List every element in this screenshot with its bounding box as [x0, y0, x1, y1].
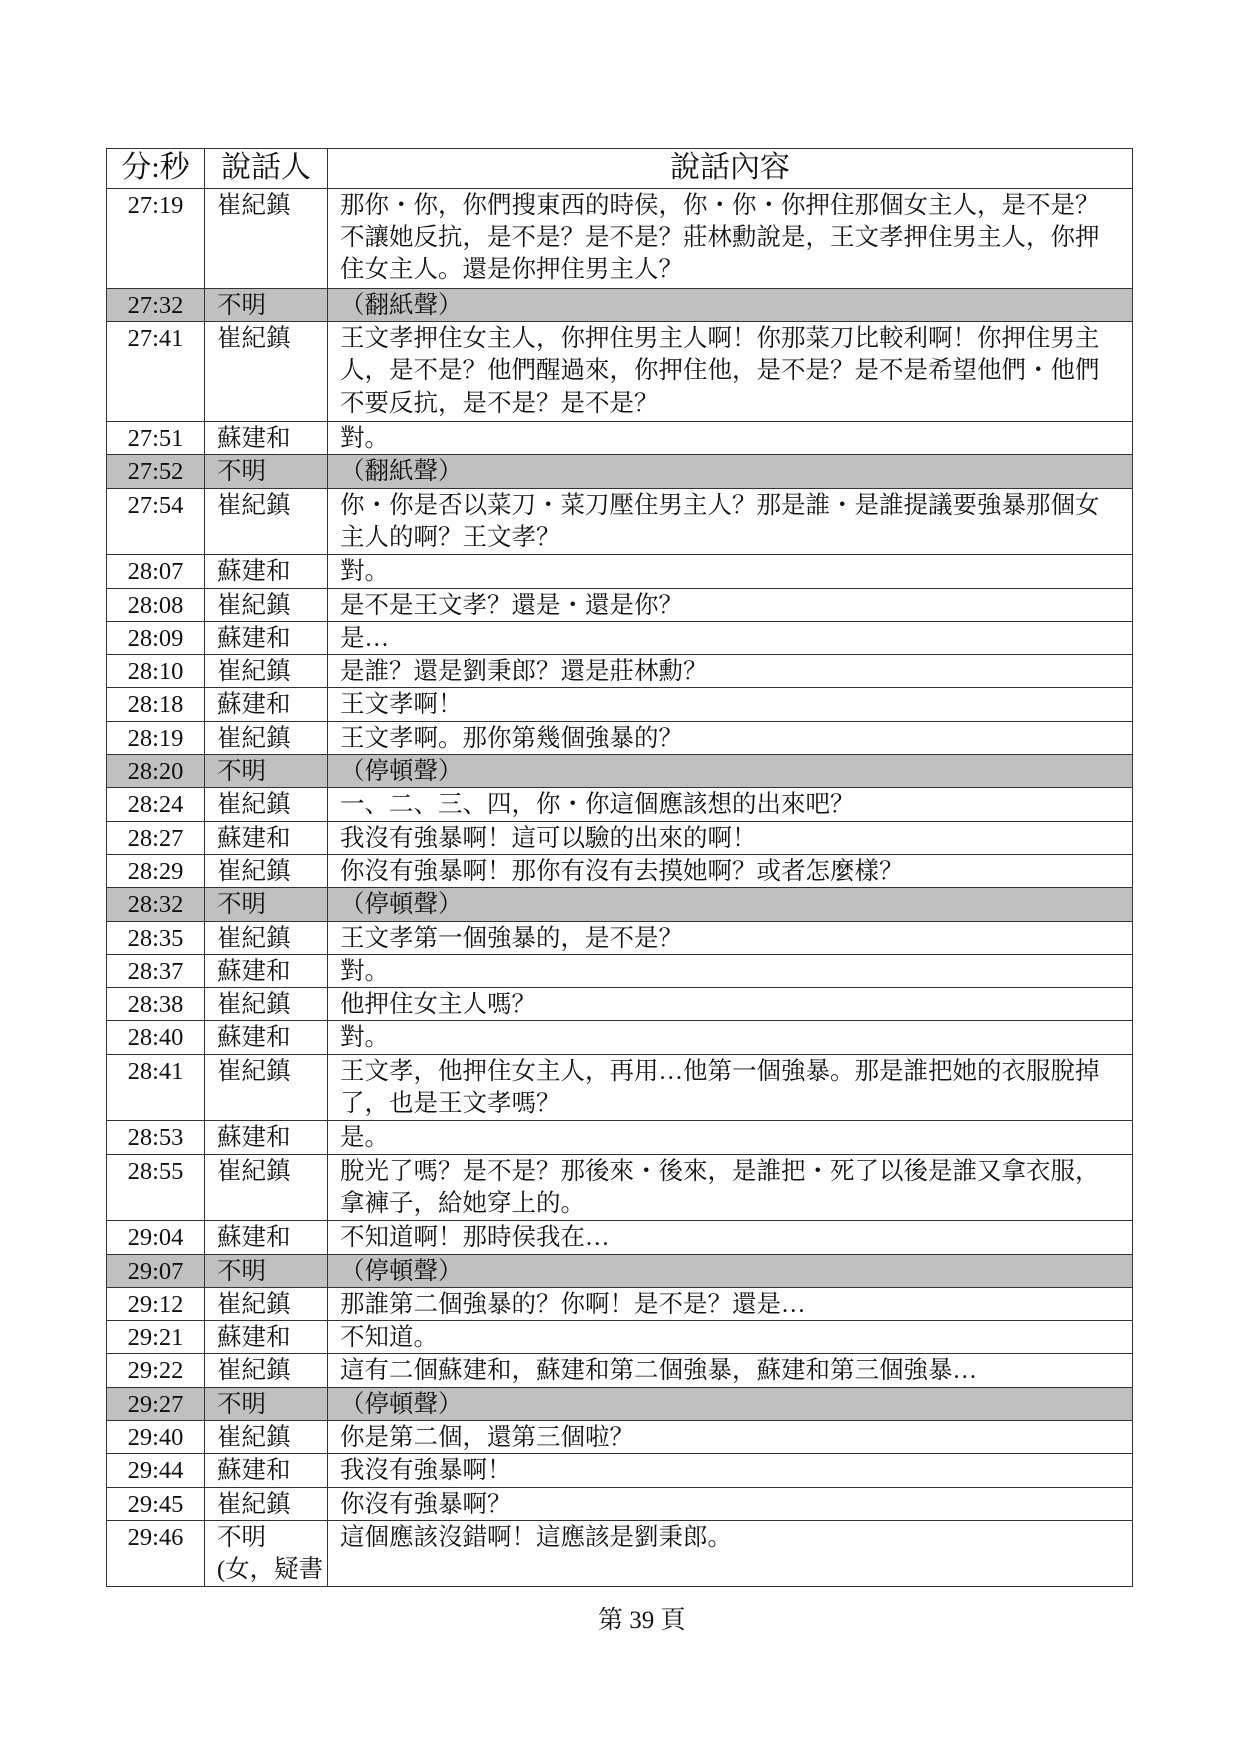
content-cell: （停頓聲）: [340, 891, 463, 919]
content-cell: 你・你是否以菜刀・菜刀壓住男主人？那是誰・是誰提議要強暴那個女 主人的啊？王文孝？: [340, 491, 1100, 551]
content-cell: （翻紙聲）: [340, 291, 463, 319]
table-row: [107, 821, 1132, 854]
speaker-cell: 蘇建和: [205, 1321, 328, 1353]
speaker-cell: 崔紀鎮: [205, 788, 328, 820]
content-cell: （停頓聲）: [340, 1390, 463, 1418]
time-cell: 28:19: [107, 722, 205, 754]
time-cell: 28:55: [107, 1155, 205, 1221]
table-row: [107, 1054, 1132, 1121]
header-speaker: 說話人: [205, 149, 328, 188]
time-cell: 28:24: [107, 788, 205, 820]
table-row: [107, 1020, 1132, 1053]
speaker-cell: 蘇建和: [205, 1454, 328, 1486]
content-cell: 對。: [340, 1024, 389, 1052]
speaker-cell: 不明: [205, 888, 328, 920]
speaker-cell: 不明: [205, 1388, 328, 1420]
content-cell: 王文孝啊！: [340, 691, 463, 719]
time-cell: 28:07: [107, 555, 205, 587]
speaker-cell: 崔紀鎮: [205, 322, 328, 421]
time-cell: 29:27: [107, 1388, 205, 1420]
speaker-cell: 蘇建和: [205, 555, 328, 587]
table-row: [107, 288, 1132, 321]
time-cell: 29:45: [107, 1488, 205, 1520]
content-cell: 你沒有強暴啊！那你有沒有去摸她啊？或者怎麼樣？: [340, 857, 904, 885]
speaker-cell: 崔紀鎮: [205, 655, 328, 687]
content-cell: 我沒有強暴啊！這可以驗的出來的啊！: [340, 824, 757, 852]
content-cell: 脫光了嗎？是不是？那後來・後來，是誰把・死了以後是誰又拿衣服， 拿褲子，給她穿上的。: [340, 1157, 1100, 1217]
table-row: [107, 1120, 1132, 1153]
time-cell: 29:12: [107, 1288, 205, 1320]
page-number: 第 39 頁: [598, 1607, 686, 1634]
time-cell: 28:27: [107, 822, 205, 854]
time-cell: 28:40: [107, 1021, 205, 1053]
content-cell: 王文孝啊。那你第幾個強暴的？: [340, 724, 683, 752]
content-cell: 你是第二個，還第三個啦？: [340, 1423, 634, 1451]
content-cell: 是…: [340, 624, 389, 652]
speaker-cell: 不明: [205, 455, 328, 487]
speaker-cell: 不明: [205, 1255, 328, 1287]
content-cell: 不知道。: [340, 1324, 438, 1352]
header-time: 分:秒: [107, 149, 205, 188]
content-cell: 這有二個蘇建和，蘇建和第二個強暴，蘇建和第三個強暴…: [340, 1357, 977, 1385]
speaker-cell: 崔紀鎮: [205, 855, 328, 887]
table-row: [107, 721, 1132, 754]
table-row: [107, 1320, 1132, 1353]
speaker-cell: 崔紀鎮: [205, 489, 328, 555]
speaker-cell: 不明: [205, 755, 328, 787]
content-cell: 一、二、三、四，你・你這個應該想的出來吧？: [340, 791, 855, 819]
content-cell: 王文孝押住女主人，你押住男主人啊！你那菜刀比較利啊！你押住男主 人，是不是？他們醒過來，你押住他，是不是？是不是希望他們・他們 不要反抗，是不是？是不是？: [340, 325, 1100, 417]
time-cell: 29:46: [107, 1521, 205, 1587]
time-cell: 29:21: [107, 1321, 205, 1353]
speaker-cell: 不明: [205, 289, 328, 321]
table-row: [107, 1420, 1132, 1453]
speaker-cell: 崔紀鎮: [205, 1288, 328, 1320]
table-row: [107, 588, 1132, 621]
time-cell: 28:38: [107, 988, 205, 1020]
time-cell: 29:04: [107, 1221, 205, 1253]
table-row: [107, 787, 1132, 820]
header-content: 說話內容: [670, 151, 790, 184]
time-cell: 29:22: [107, 1354, 205, 1386]
content-cell: 我沒有強暴啊！: [340, 1457, 512, 1485]
table-row: [107, 1220, 1132, 1253]
speaker-cell: 蘇建和: [205, 822, 328, 854]
time-cell: 27:19: [107, 189, 205, 288]
time-cell: 28:18: [107, 688, 205, 720]
time-cell: 28:37: [107, 955, 205, 987]
speaker-cell: 蘇建和: [205, 1021, 328, 1053]
speaker-cell: 崔紀鎮: [205, 988, 328, 1020]
speaker-cell: 崔紀鎮: [205, 1354, 328, 1386]
content-cell: 你沒有強暴啊？: [340, 1490, 512, 1518]
time-cell: 28:10: [107, 655, 205, 687]
time-cell: 27:41: [107, 322, 205, 421]
table-row: [107, 887, 1132, 920]
content-cell: 這個應該沒錯啊！這應該是劉秉郎。: [340, 1523, 732, 1551]
time-cell: 28:20: [107, 755, 205, 787]
content-cell: （停頓聲）: [340, 758, 463, 786]
table-row: [107, 754, 1132, 787]
speaker-cell: 蘇建和: [205, 955, 328, 987]
table-row: [107, 488, 1132, 555]
table-row: [107, 321, 1132, 421]
speaker-cell: 蘇建和: [205, 422, 328, 454]
content-cell: 那你・你，你們搜東西的時侯，你・你・你押住那個女主人，是不是？ 不讓她反抗，是不是？是不是？莊林勳說是，王文孝押住男主人，你押 住女主人。還是你押住男主人？: [340, 192, 1100, 284]
time-cell: 28:35: [107, 922, 205, 954]
table-row: [107, 188, 1132, 288]
time-cell: 27:32: [107, 289, 205, 321]
content-cell: （翻紙聲）: [340, 458, 463, 486]
time-cell: 28:32: [107, 888, 205, 920]
content-cell: 對。: [340, 425, 389, 453]
content-cell: 是。: [340, 1124, 389, 1152]
table-row: [107, 1387, 1132, 1420]
speaker-cell: 蘇建和: [205, 688, 328, 720]
time-cell: 27:54: [107, 489, 205, 555]
table-row: [107, 1520, 1132, 1587]
speaker-cell: 蘇建和: [205, 1121, 328, 1153]
table-row: [107, 954, 1132, 987]
transcript-table: [106, 148, 1133, 1587]
table-row: [107, 1154, 1132, 1221]
content-cell: 是不是王文孝？還是・還是你？: [340, 591, 683, 619]
content-cell: 不知道啊！那時侯我在…: [340, 1224, 610, 1252]
time-cell: 28:08: [107, 589, 205, 621]
table-row: [107, 1287, 1132, 1320]
table-row: [107, 421, 1132, 454]
time-cell: 28:29: [107, 855, 205, 887]
content-cell: 他押住女主人嗎？: [340, 991, 536, 1019]
time-cell: 27:52: [107, 455, 205, 487]
content-cell: 對。: [340, 558, 389, 586]
speaker-cell: 崔紀鎮: [205, 589, 328, 621]
content-cell: 王文孝第一個強暴的，是不是？: [340, 924, 683, 952]
speaker-cell: 崔紀鎮: [205, 1055, 328, 1121]
time-cell: 29:44: [107, 1454, 205, 1486]
table-row: [107, 454, 1132, 487]
speaker-cell: 崔紀鎮: [205, 1488, 328, 1520]
speaker-cell: 蘇建和: [205, 622, 328, 654]
table-row: [107, 654, 1132, 687]
table-row: [107, 554, 1132, 587]
table-row: [107, 1487, 1132, 1520]
speaker-cell: 崔紀鎮: [205, 1421, 328, 1453]
table-row: [107, 621, 1132, 654]
table-row: [107, 1254, 1132, 1287]
time-cell: 28:41: [107, 1055, 205, 1121]
speaker-cell: 不明 (女，疑書: [205, 1521, 328, 1587]
speaker-cell: 蘇建和: [205, 1221, 328, 1253]
table-row: [107, 1453, 1132, 1486]
time-cell: 28:53: [107, 1121, 205, 1153]
table-row: [107, 687, 1132, 720]
speaker-cell: 崔紀鎮: [205, 189, 328, 288]
time-cell: 29:07: [107, 1255, 205, 1287]
table-header-row: [107, 149, 1132, 188]
speaker-cell: 崔紀鎮: [205, 722, 328, 754]
time-cell: 28:09: [107, 622, 205, 654]
content-cell: 王文孝，他押住女主人，再用…他第一個強暴。那是誰把她的衣服脫掉 了，也是王文孝嗎？: [340, 1057, 1100, 1117]
speaker-cell: 崔紀鎮: [205, 922, 328, 954]
table-body: [107, 188, 1132, 1586]
table-row: [107, 921, 1132, 954]
content-cell: （停頓聲）: [340, 1257, 463, 1285]
time-cell: 27:51: [107, 422, 205, 454]
table-row: [107, 1353, 1132, 1386]
content-cell: 那誰第二個強暴的？你啊！是不是？還是…: [340, 1290, 806, 1318]
speaker-cell: 崔紀鎮: [205, 1155, 328, 1221]
content-cell: 是誰？還是劉秉郎？還是莊林勳？: [340, 658, 708, 686]
table-row: [107, 854, 1132, 887]
content-cell: 對。: [340, 957, 389, 985]
table-row: [107, 987, 1132, 1020]
time-cell: 29:40: [107, 1421, 205, 1453]
